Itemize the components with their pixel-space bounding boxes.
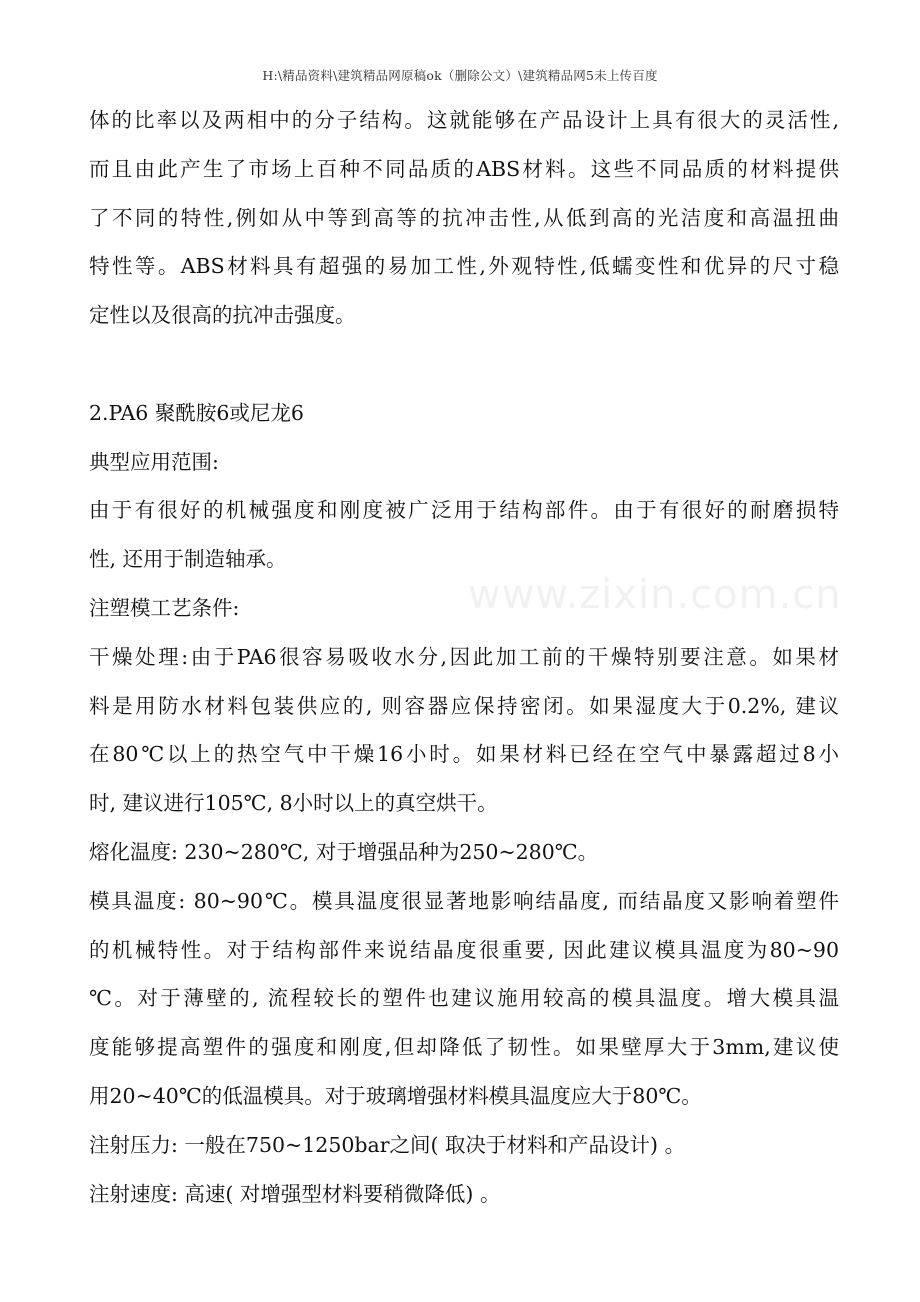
abs-line: 定性以及很高的抗冲击强度。 xyxy=(89,303,356,328)
application-line: 性, 还用于制造轴承。 xyxy=(89,547,287,572)
injection-pressure: 注射压力: 一般在750~1250bar之间( 取决于材料和产品设计) 。 xyxy=(89,1132,686,1157)
drying-paragraph xyxy=(89,633,839,828)
abs-line: 而且由此产生了市场上百种不同品质的ABS材料。这些不同品质的材料提供 xyxy=(89,156,839,181)
application-line: 由于有很好的机械强度和刚度被广泛用于结构部件。由于有很好的耐磨损特 xyxy=(89,498,839,523)
melt-temperature: 熔化温度: 230~280℃, 对于增强品种为250~280℃。 xyxy=(89,839,599,864)
drying-line: 干燥处理:由于PA6很容易吸收水分,因此加工前的干燥特别要注意。如果材 xyxy=(89,644,839,669)
abs-line: 了不同的特性,例如从中等到高等的抗冲击性,从低到高的光洁度和高温扭曲 xyxy=(89,205,839,230)
process-conditions-label: 注塑模工艺条件: xyxy=(89,595,240,620)
drying-line: 料是用防水材料包装供应的, 则容器应保持密闭。如果湿度大于0.2%, 建议 xyxy=(89,693,839,718)
abs-line: 特性等。ABS材料具有超强的易加工性,外观特性,低蠕变性和优异的尺寸稳 xyxy=(89,254,839,279)
mold-line: 用20~40℃的低温模具。对于玻璃增强材料模具温度应大于80℃。 xyxy=(89,1083,702,1108)
section-title-pa6: 2.PA6 聚酰胺6或尼龙6 xyxy=(89,400,304,425)
abs-paragraph xyxy=(89,96,839,340)
blank-line xyxy=(89,340,839,389)
watermark: www.zixin.com.cn xyxy=(468,572,842,618)
page-header-path: H:\精品资料\建筑精品网原稿ok（删除公文）\建筑精品网5未上传百度 xyxy=(262,68,658,83)
document-body xyxy=(89,96,839,1218)
application-paragraph xyxy=(89,486,839,584)
mold-line: ℃。对于薄壁的, 流程较长的塑件也建议施用较高的模具温度。增大模具温 xyxy=(89,986,839,1011)
mold-line: 度能够提高塑件的强度和刚度,但却降低了韧性。如果壁厚大于3mm,建议使 xyxy=(89,1035,839,1060)
drying-line: 在80℃以上的热空气中干燥16小时。如果材料已经在空气中暴露超过8小 xyxy=(89,742,839,767)
typical-application-label: 典型应用范围: xyxy=(89,449,219,474)
injection-speed: 注射速度: 高速( 对增强型材料要稍微降低) 。 xyxy=(89,1181,501,1206)
drying-line: 时, 建议进行105℃, 8小时以上的真空烘干。 xyxy=(89,791,498,816)
mold-line: 模具温度: 80~90℃。模具温度很显著地影响结晶度, 而结晶度又影响着塑件 xyxy=(89,888,839,913)
mold-temperature-paragraph xyxy=(89,877,839,1121)
abs-line: 体的比率以及两相中的分子结构。这就能够在产品设计上具有很大的灵活性, xyxy=(89,108,839,132)
mold-line: 的机械特性。对于结构部件来说结晶度很重要, 因此建议模具温度为80~90 xyxy=(89,937,839,962)
